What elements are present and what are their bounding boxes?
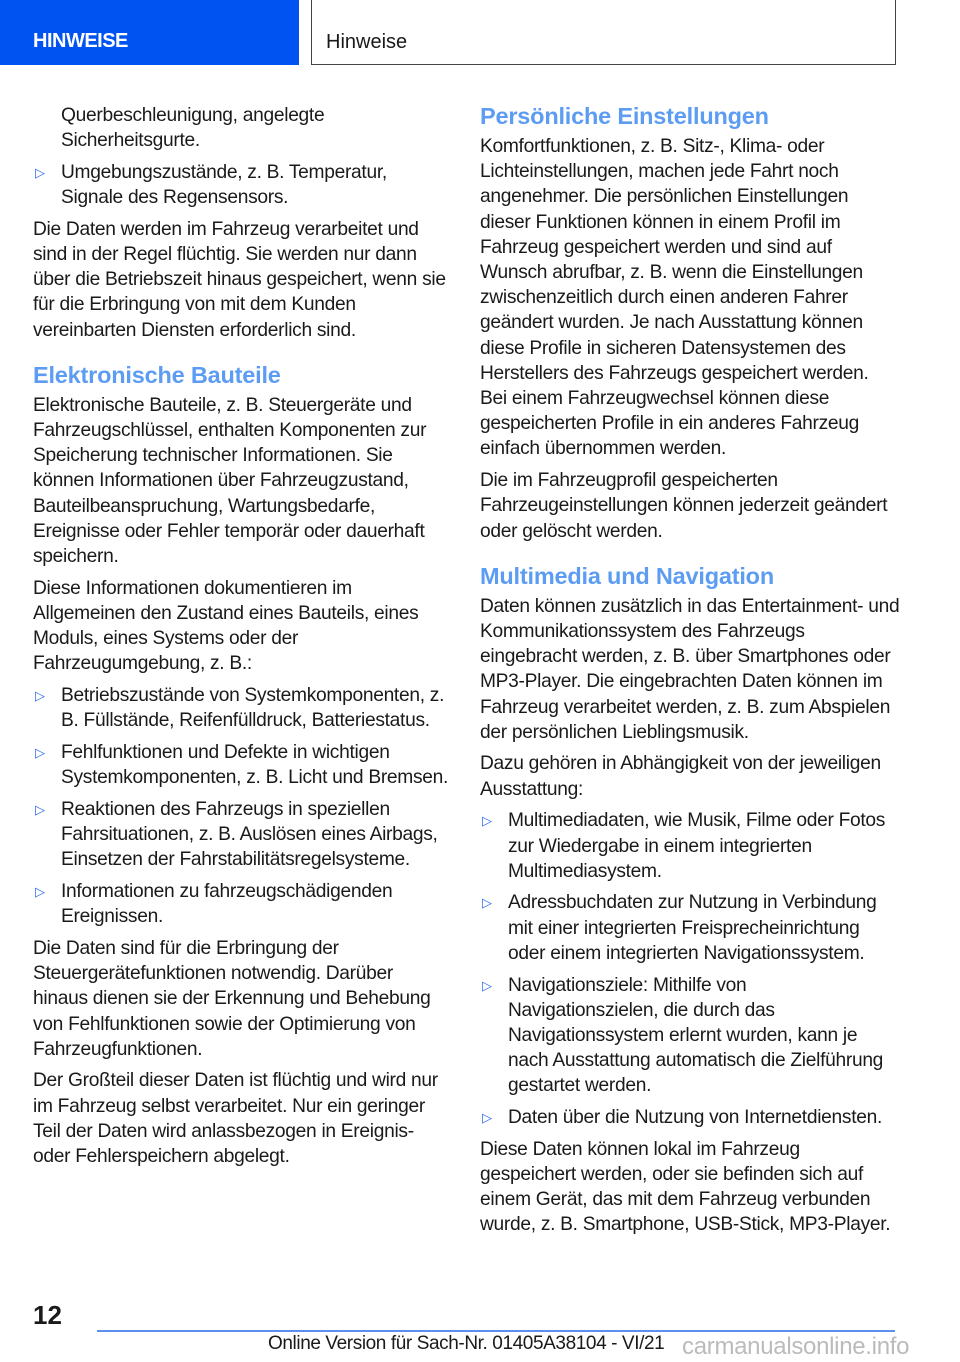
triangle-bullet-icon: ▷ — [35, 801, 45, 817]
list-item-text: Umgebungszustände, z. B. Temperatur, Signale des Regensensors. — [61, 161, 387, 209]
paragraph: Dazu gehören in Abhängigkeit von der jeweiligen Ausstattung: — [480, 753, 881, 800]
list-item — [480, 808, 900, 884]
page-header-title: Hinweise — [311, 0, 896, 65]
list-item-text: Adressbuchdaten zur Nutzung in Verbindung mit einer integrierten Freisprecheinrichtung oder einem integrierten Navigationssystem. — [508, 892, 877, 964]
bullet-list — [33, 160, 451, 210]
list-item-text: Informationen zu fahrzeugschädigenden Ereignissen. — [61, 880, 393, 928]
footer-text: Online Version für Sach-Nr. 01405A38104 - VI/21 — [268, 1333, 665, 1354]
paragraph: Elektronische Bauteile, z. B. Steuergeräte und Fahrzeugschlüssel, enthalten Komponenten zur Speicherung technischer Informationen. Sie können Informationen über Fahrzeugzustand, Bauteilbeanspruchung, Wartungsbedarfe, Ereignisse oder Fehler temporär oder dauerhaft speichern. — [33, 394, 427, 568]
list-item — [33, 740, 451, 790]
paragraph: Die Daten sind für die Erbringung der Steuergerätefunktionen notwendig. Darüber hinaus dienen sie der Erkennung und Behebung von Fehlfunktionen sowie der Optimierung von Fahrzeugfunktionen. — [33, 937, 431, 1060]
paragraph: Die Daten werden im Fahrzeug verarbeitet und sind in der Regel flüchtig. Sie werden nur dann über die Betriebszeit hinaus gespeichert, wenn sie für die Erbringung von mit dem Kunden vereinbarten Diensten erforderlich sind. — [33, 218, 446, 341]
list-item — [480, 973, 900, 1099]
list-item — [33, 160, 451, 210]
left-column — [33, 103, 451, 1176]
paragraph: Der Großteil dieser Daten ist flüchtig und wird nur im Fahrzeug selbst verarbeitet. Nur ein geringer Teil der Daten wird anlassbezogen in Ereignis- oder Fehlerspeichern abgelegt. — [33, 1070, 438, 1168]
paragraph: Komfortfunktionen, z. B. Sitz-, Klima- oder Lichteinstellungen, machen jede Fahrt noch angenehmer. Die persönlichen Einstellungen dieser Funktionen können in einem Profil im Fahrzeug gespeichert werden und sind auf Wunsch abrufbar, z. B. wenn die Einstellungen zwischenzeitlich durch einen anderen Fahrer geändert wurden. Je nach Ausstattung können diese Profile in sicheren Datensystemen des Herstellers des Fahrzeugs gespeichert werden. Bei einem Fahrzeugwechsel können diese gespeicherten Profile in ein anderes Fahrzeug einfach übernommen werden. — [480, 136, 869, 460]
bullet-list — [480, 808, 900, 1130]
triangle-bullet-icon: ▷ — [35, 744, 45, 760]
list-item-text: Navigationsziele: Mithilfe von Navigationszielen, die durch das Navigationssystem erlernt wurden, kann je nach Ausstattung automatisch die Zielführung gestartet werden. — [508, 974, 884, 1097]
bullet-continuation: Querbeschleunigung, angelegte Sicherheitsgurte. — [61, 105, 325, 152]
list-item-text: Fehlfunktionen und Defekte in wichtigen Systemkomponenten, z. B. Licht und Bremsen. — [61, 741, 449, 789]
triangle-bullet-icon: ▷ — [482, 813, 492, 829]
triangle-bullet-icon: ▷ — [35, 164, 45, 180]
heading-elektronische-bauteile: Elektronische Bauteile — [33, 361, 281, 388]
right-column — [480, 103, 900, 1244]
page-number: 12 — [33, 1300, 62, 1330]
triangle-bullet-icon: ▷ — [482, 895, 492, 911]
list-item — [33, 683, 451, 733]
footer-divider — [97, 1330, 895, 1332]
paragraph: Die im Fahrzeugprofil gespeicherten Fahrzeugeinstellungen können jederzeit geändert oder gelöscht werden. — [480, 470, 888, 542]
paragraph: Diese Informationen dokumentieren im Allgemeinen den Zustand eines Bauteils, eines Moduls, eines Systems oder der Fahrzeugumgebung, z. B.: — [33, 577, 419, 675]
list-item-text: Daten über die Nutzung von Internetdiensten. — [508, 1107, 883, 1129]
heading-persoenliche-einstellungen: Persönliche Einstellungen — [480, 103, 769, 129]
section-tab: HINWEISE — [0, 0, 299, 65]
paragraph: Daten können zusätzlich in das Entertainment- und Kommunikationssystem des Fahrzeugs eingebracht werden, z. B. über Smartphones oder MP3-Player. Die eingebrachten Daten können im Fahrzeug verarbeitet werden, z. B. zum Abspielen der persönlichen Lieblingsmusik. — [480, 595, 900, 743]
list-item — [480, 1105, 900, 1130]
list-item — [33, 797, 451, 873]
list-item-text: Multimediadaten, wie Musik, Filme oder Fotos zur Wiedergabe in einem integrierten Multimediasystem. — [508, 810, 886, 882]
triangle-bullet-icon: ▷ — [35, 688, 45, 704]
bullet-list — [33, 683, 451, 929]
triangle-bullet-icon: ▷ — [35, 883, 45, 899]
triangle-bullet-icon: ▷ — [482, 1110, 492, 1126]
list-item — [33, 879, 451, 929]
paragraph: Diese Daten können lokal im Fahrzeug gespeichert werden, oder sie befinden sich auf einem Gerät, das mit dem Fahrzeug verbunden wurde, z. B. Smartphone, USB-Stick, MP3-Player. — [480, 1138, 891, 1236]
watermark: carmanualsonline.info — [682, 1333, 910, 1360]
list-item-text: Betriebszustände von Systemkomponenten, z. B. Füllstände, Reifenfülldruck, Batteriestatus. — [61, 685, 445, 732]
list-item — [480, 890, 900, 966]
heading-multimedia-navigation: Multimedia und Navigation — [480, 562, 774, 589]
list-item-text: Reaktionen des Fahrzeugs in speziellen Fahrsituationen, z. B. Auslösen eines Airbags, Einsetzen der Fahrstabilitätsregelsysteme. — [61, 798, 438, 871]
triangle-bullet-icon: ▷ — [482, 977, 492, 993]
